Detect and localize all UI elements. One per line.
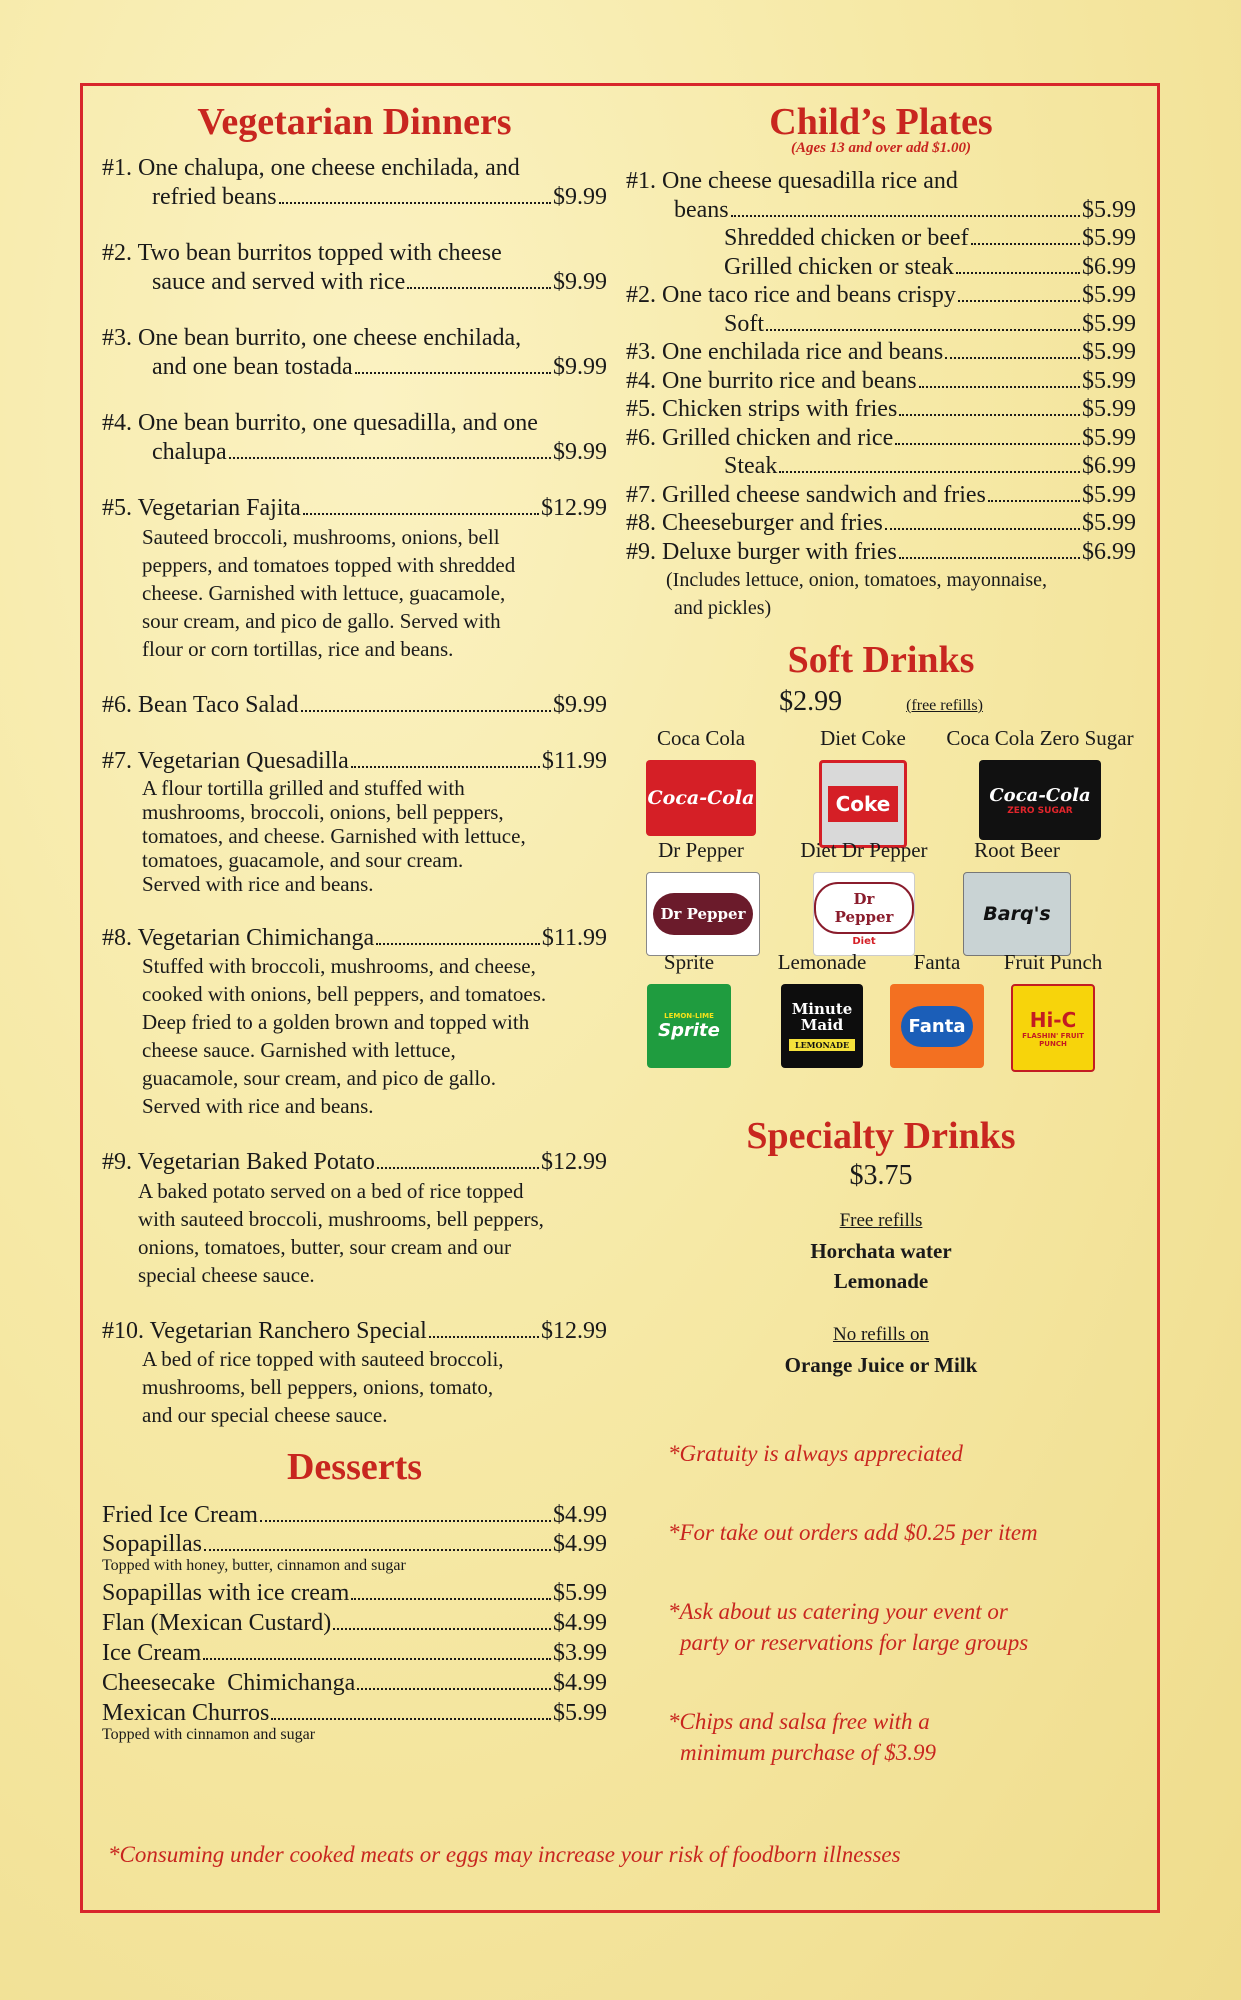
item-description: Stuffed with broccoli, mushrooms, and cheese, cooked with onions, bell peppers, and tomatoes. Deep fried to a golden brown and topped with cheese sauce. Garnished with lettuce, guacamole, sour cream, and pico de gallo. Served with rice and beans. [142,954,547,1118]
child-item: #5. Chicken strips with fries $5.99 [626,396,1136,422]
right-column [626,98,1136,1768]
dessert-item: Ice Cream $3.99 [102,1640,607,1666]
soft-drinks-price: $2.99 (free refills) [779,686,983,717]
desserts-list [102,1503,607,1744]
item-price: $9.99 [553,691,607,718]
diet-dr-pepper-logo: Dr Pepper Diet [813,872,915,956]
child-item: #9. Deluxe burger with fries $6.99 [626,538,1136,565]
hi-c-logo: Hi-C FLASHIN' FRUIT PUNCH [1011,984,1095,1072]
item-name: #8. Vegetarian Chimichanga [102,924,375,951]
item-description: A bed of rice topped with sauteed broccoli, mushrooms, bell peppers, onions, tomato, and our special cheese sauce. [142,1347,504,1427]
left-column [102,98,607,1744]
dessert-item: Cheesecake Chimichanga $4.99 [102,1670,607,1696]
drink-fruit-punch: Fruit Punch Hi-C FLASHIN' FRUIT PUNCH [998,950,1108,1072]
item-text: #2. Two bean burritos topped with cheese [102,240,502,266]
dessert-item: Mexican Churros $5.99 [102,1700,607,1726]
item-text: sauce and served with rice [152,268,406,295]
drink-diet-dr-pepper: Diet Dr Pepper Dr Pepper Diet [794,838,934,956]
child-item: Grilled chicken or steak $6.99 [724,253,1136,280]
item-name: #10. Vegetarian Ranchero Special [102,1317,427,1344]
item-description: A baked potato served on a bed of rice topped with sauteed broccoli, mushrooms, bell peppers, onions, tomatoes, butter, sour cream and our special cheese sauce. [138,1178,544,1287]
drink-coca-cola: Coca Cola Coca-Cola [646,726,756,836]
item-text: #1. One chalupa, one cheese enchilada, and [102,155,520,181]
drink-dr-pepper: Dr Pepper Dr Pepper [646,838,756,956]
child-item: Shredded chicken or beef $5.99 [724,225,1136,251]
desserts-title: Desserts [286,1446,423,1488]
health-warning: *Consuming under cooked meats or eggs may increase your risk of foodborn illnesses [108,1842,901,1867]
child-item: #6. Grilled chicken and rice $5.99 [626,424,1136,451]
child-plates [626,140,1136,622]
item-text: and one bean tostada [152,353,353,380]
item-price: $12.99 [541,1149,607,1175]
child-item: #2. One taco rice and beans crispy $5.99 [626,282,1136,308]
vegetarian-quesadilla [102,747,607,896]
dessert-item: Sopapillas with ice cream $5.99 [102,1580,607,1606]
dessert-item: Fried Ice Cream $4.99 [102,1502,607,1528]
specialty-drinks-title: Specialty Drinks [746,1115,1016,1157]
specialty-refills: Free refills Horchata water Lemonade No refills on Orange Juice or Milk [784,1210,978,1377]
fanta-logo: Fanta [890,984,984,1068]
item-text: #3. One bean burrito, one cheese enchilada, [102,325,522,351]
menu-notes: *Gratuity is always appreciated *For take out orders add $0.25 per item *Ask about us catering your event or party or reservations for large groups *Chips and salsa free with a minimum purchase of $3.99 [668,1441,1038,1765]
sprite-logo: LEMON-LIME Sprite [647,984,731,1068]
drink-lemonade: Lemonade Minute Maid LEMONADE [772,950,872,1068]
child-item: beans $5.99 [674,196,1136,223]
child-subtitle: (Ages 13 and over add $1.00) [791,140,971,156]
diet-coke-logo: Coke [819,760,907,848]
item-price: $12.99 [541,495,607,521]
dessert-note: Topped with honey, butter, cinnamon and sugar [102,1557,406,1574]
child-item: Soft $5.99 [724,310,1136,337]
child-plates-title: Child’s Plates [769,101,993,143]
vegetarian-taco-salad [102,691,607,720]
specialty-drinks-price: $3.75 [849,1160,913,1191]
child-item: #8. Cheeseburger and fries $5.99 [626,510,1136,536]
vegetarian-item-4 [102,409,607,466]
child-item: #4. One burrito rice and beans $5.99 [626,367,1136,394]
free-refills-label: (free refills) [906,697,983,714]
item-price: $9.99 [553,183,607,210]
drink-root-beer: Root Beer Barq's [962,838,1072,956]
vegetarian-item-2 [102,239,607,296]
soft-drinks-title: Soft Drinks [787,639,975,681]
item-description: Sauteed broccoli, mushrooms, onions, bell peppers, and tomatoes topped with shredded cheese. Garnished with lettuce, guacamole, sour cream, and pico de gallo. Served with flour or corn tortillas, rice and beans. [142,524,516,661]
item-price: $12.99 [541,1317,607,1344]
minute-maid-logo: Minute Maid LEMONADE [781,984,863,1068]
vegetarian-item-3 [102,324,607,381]
item-description: A flour tortilla grilled and stuffed with mushrooms, broccoli, onions, bell peppers, tomatoes, and cheese. Garnished with lettuce, tomatoes, guacamole, and sour cream. Served with rice and beans. [142,775,526,896]
child-item: #3. One enchilada rice and beans $5.99 [626,339,1136,365]
item-name: #6. Bean Taco Salad [102,691,299,718]
coke-zero-logo: Coca-Cola ZERO SUGAR [979,760,1101,840]
item-price: $9.99 [553,268,607,295]
item-price: $9.99 [553,438,607,465]
dessert-item: Sopapillas $4.99 [102,1531,607,1557]
vegetarian-title: Vegetarian Dinners [197,101,512,143]
item-price: $11.99 [541,924,607,951]
child-item: Steak $6.99 [724,453,1136,479]
drink-sprite: Sprite LEMON-LIME Sprite [646,950,732,1068]
child-item: #1. One cheese quesadilla rice and [626,168,958,194]
drink-coca-cola-zero-sugar: Coca Cola Zero Sugar Coca-Cola ZERO SUGAR [942,726,1138,840]
item-text: chalupa [152,438,227,465]
vegetarian-fajita [102,494,607,663]
dr-pepper-logo: Dr Pepper [646,872,760,956]
child-item: #7. Grilled cheese sandwich and fries $5.99 [626,481,1136,508]
coca-cola-logo: Coca-Cola [646,760,756,836]
drink-diet-coke: Diet Coke Coke [808,726,918,848]
vegetarian-baked-potato [102,1148,607,1289]
vegetarian-item-1 [102,154,607,211]
item-name: #5. Vegetarian Fajita [102,495,301,521]
barqs-logo: Barq's [963,872,1071,956]
child-note: (Includes lettuce, onion, tomatoes, mayonnaise, and pickles) [666,569,1048,619]
vegetarian-ranchero [102,1317,607,1430]
item-text: #4. One bean burrito, one quesadilla, and one [102,410,538,436]
item-text: refried beans [152,183,277,210]
soft-drinks-grid [626,718,1136,1118]
vegetarian-chimichanga [102,924,607,1121]
dessert-note: Topped with cinnamon and sugar [102,1726,316,1743]
drink-fanta: Fanta Fanta [890,950,984,1068]
item-price: $9.99 [553,353,607,380]
dessert-item: Flan (Mexican Custard) $4.99 [102,1610,607,1636]
item-price: $11.99 [541,748,607,774]
item-name: #7. Vegetarian Quesadilla [102,748,349,774]
item-name: #9. Vegetarian Baked Potato [102,1149,375,1175]
